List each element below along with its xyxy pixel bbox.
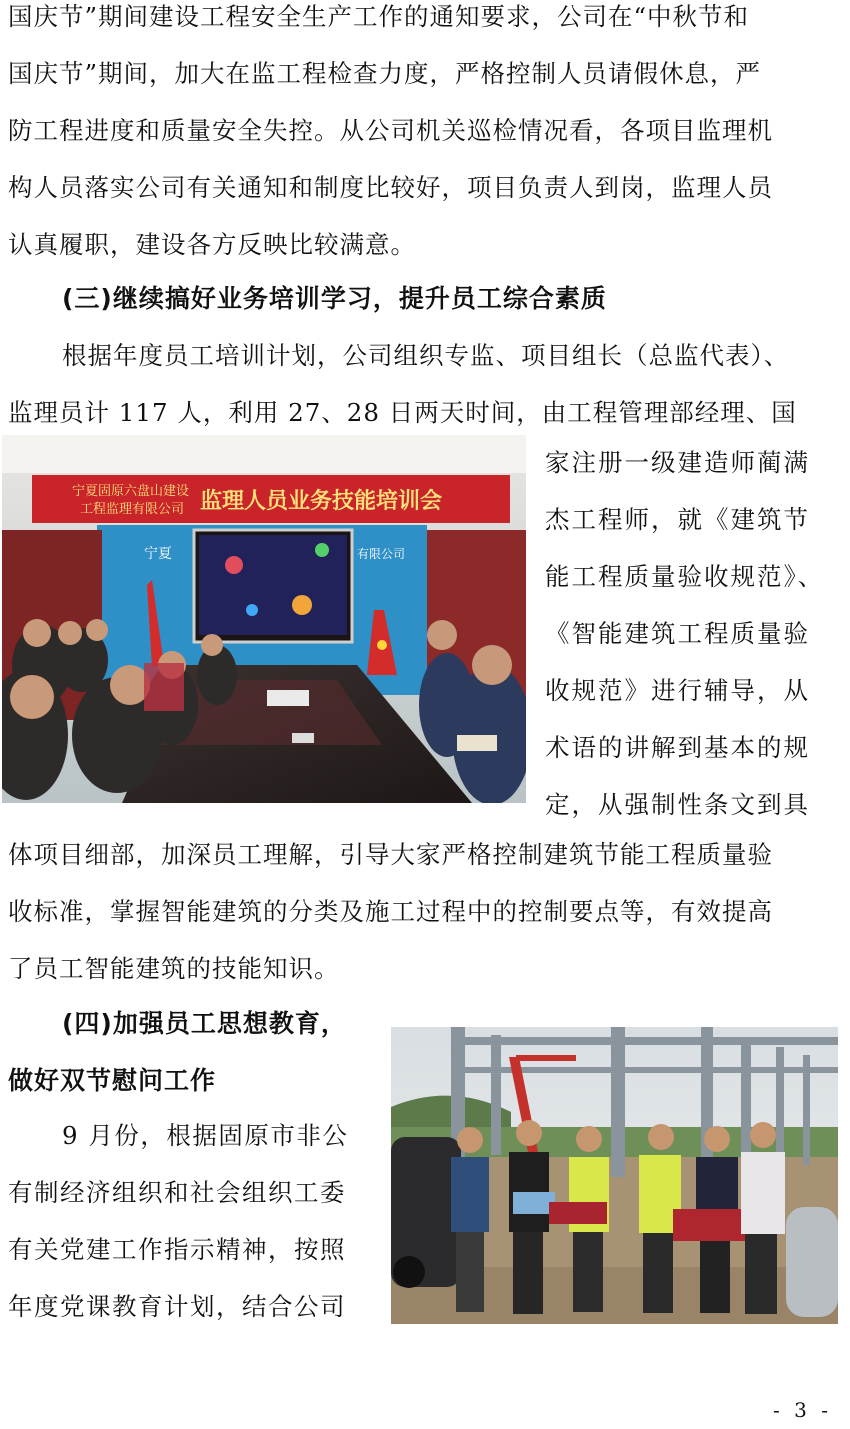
section4-heading-line2: 做好双节慰问工作 (8, 1066, 217, 1095)
section4-heading-line1: (四)加强员工思想教育， (62, 1009, 347, 1038)
banner-company-line1: 宁夏固原六盘山建设 (72, 484, 190, 499)
text-line: 防工程进度和质量安全失控。从公司机关巡检情况看，各项目监理机 (8, 116, 773, 145)
sign-left-text: 宁夏 (144, 546, 172, 562)
text-line: 国庆节”期间，加大在监工程检查力度，严格控制人员请假休息，严 (8, 59, 762, 88)
text-line: 定，从强制性条文到具 (545, 790, 810, 819)
text-line: 国庆节”期间建设工程安全生产工作的通知要求，公司在“中秋节和 (8, 2, 750, 31)
text-line: 收标准，掌握智能建筑的分类及施工过程中的控制要点等，有效提高 (8, 897, 773, 926)
banner-company-line2: 工程监理有限公司 (80, 502, 185, 517)
page-number: - 3 - (773, 1398, 832, 1422)
section4-paragraph (8, 1107, 378, 1335)
text-line: 杰工程师，就《建筑节 (545, 505, 810, 534)
section3-tail (8, 826, 830, 997)
banner-title: 监理人员业务技能培训会 (200, 489, 443, 514)
sign-right-text: 有限公司 (357, 547, 406, 561)
text-line: 根据年度员工培训计划，公司组织专监、项目组长（总监代表）、 (62, 341, 790, 370)
holiday-visit-illustration (391, 1027, 838, 1324)
text-line: 有制经济组织和社会组织工委 (8, 1178, 346, 1207)
text-line: 构人员落实公司有关通知和制度比较好，项目负责人到岗，监理人员 (8, 173, 773, 202)
section2-paragraph (8, 0, 838, 273)
text-line: 《智能建筑工程质量验 (545, 619, 810, 648)
text-line: 体项目细部，加深员工理解，引导大家严格控制建筑节能工程质量验 (8, 840, 773, 869)
text-line: 有关党建工作指示精神，按照 (8, 1235, 346, 1264)
section3-intro (8, 327, 830, 441)
section3-wrapped-text (545, 434, 835, 833)
section3-heading: (三)继续搞好业务培训学习，提升员工综合素质 (62, 284, 607, 313)
holiday-visit-photo (391, 1027, 838, 1324)
text-line: 术语的讲解到基本的规 (545, 733, 810, 762)
text-line: 家注册一级建造师蔺满 (545, 448, 810, 477)
text-line: 收规范》进行辅导，从 (545, 676, 810, 705)
text-line: 年度党课教育计划，结合公司 (8, 1292, 346, 1321)
text-line: 能工程质量验收规范》、 (545, 562, 825, 591)
training-meeting-illustration (2, 435, 526, 803)
text-line: 了员工智能建筑的技能知识。 (8, 954, 340, 983)
text-line: 9 月份，根据固原市非公 (62, 1121, 349, 1150)
text-line: 监理员计 117 人，利用 27、28 日两天时间，由工程管理部经理、国 (8, 398, 797, 427)
training-meeting-photo (2, 435, 526, 803)
text-line: 认真履职，建设各方反映比较满意。 (8, 230, 416, 259)
